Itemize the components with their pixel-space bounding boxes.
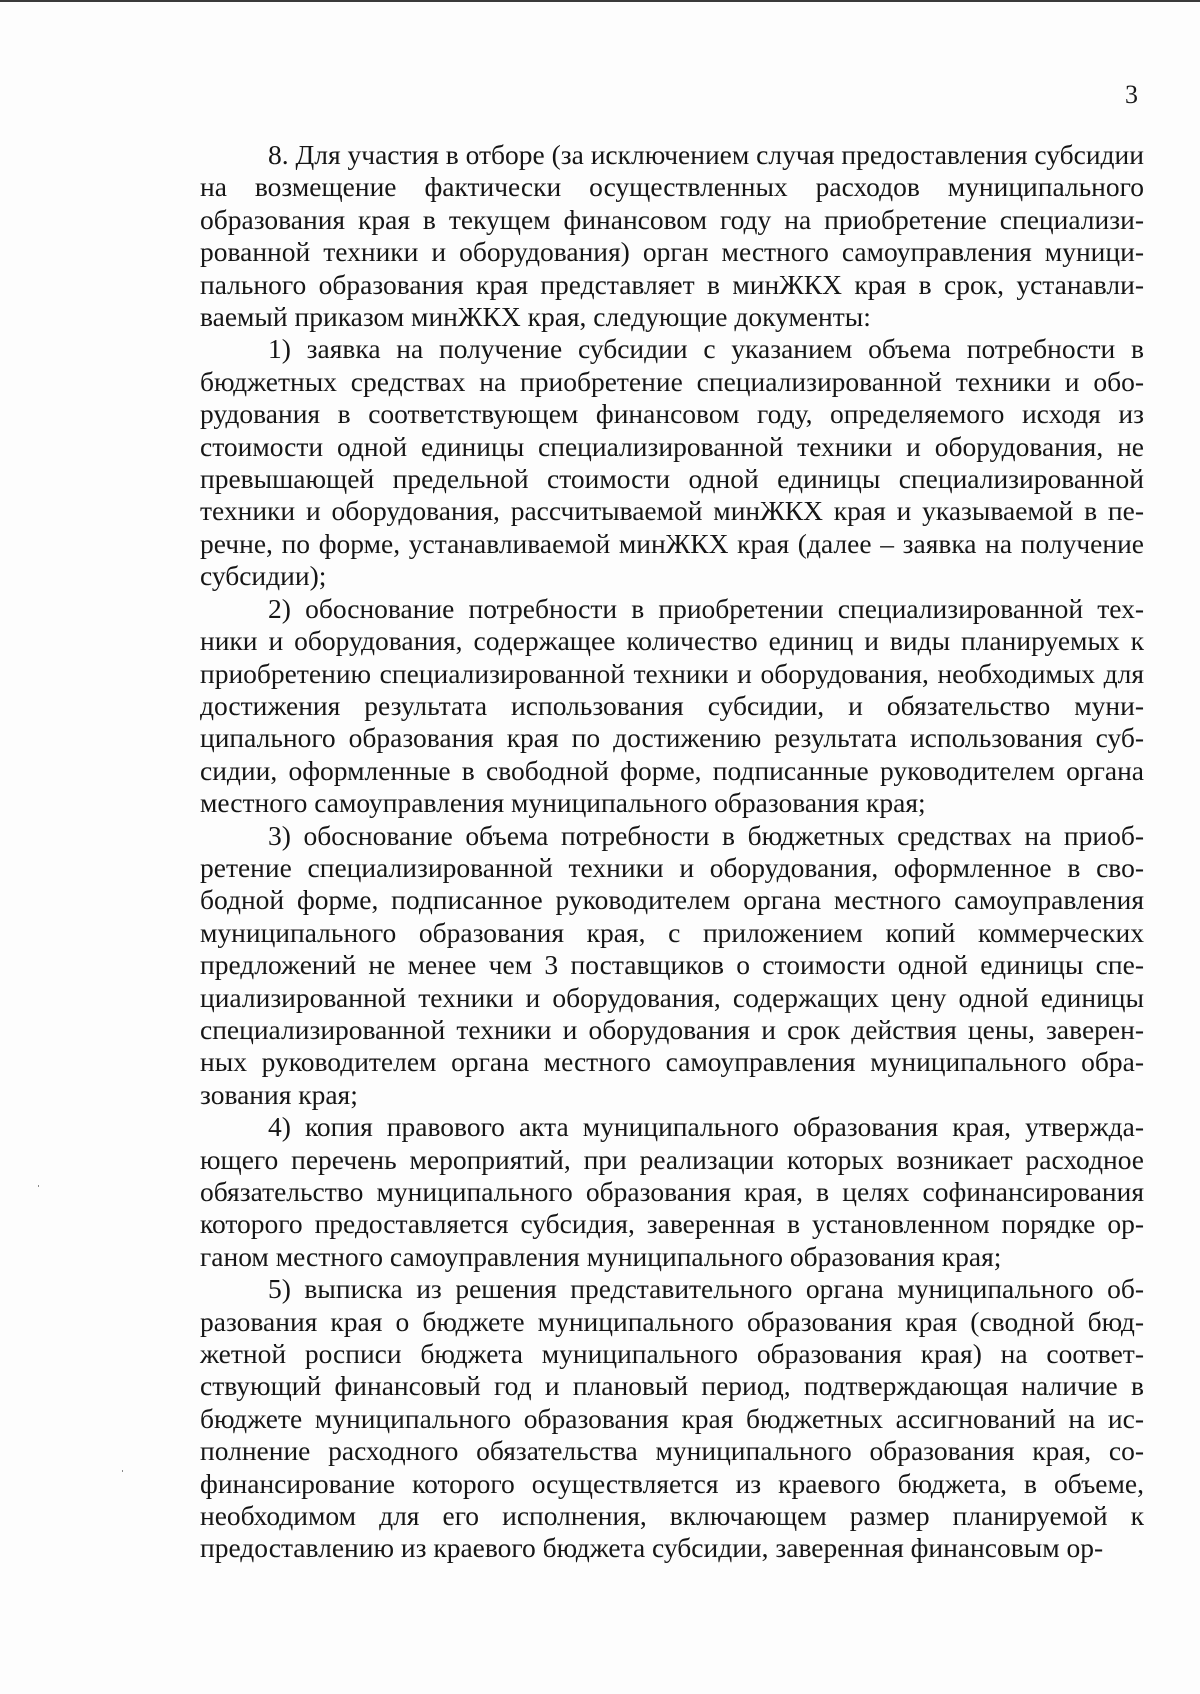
scan-top-edge <box>0 0 1200 2</box>
page-number: 3 <box>1125 80 1138 109</box>
paragraph-item-5: 5) выписка из решения представительного органа муниципального образования края о бюджете муниципального образования края (сводной бюджетной росписи бюджета муниципального образования края) на соответствующий финансовый год и плановый период, подтверждающая наличие в бюджете муниципального образования края бюджетных ассигнований на исполнение расходного обязательства муниципального образования края, софинансирование которого осуществляется из краевого бюджета, в объеме, необходимом для его исполнения, включающем размер планируемой к предоставлению из краевого бюджета субсидии, заверенная финансовым ор- <box>200 1273 1144 1564</box>
scan-speck <box>122 1470 123 1472</box>
paragraph-item-4: 4) копия правового акта муниципального образования края, утверждающего перечень мероприятий, при реализации которых возникает расходное обязательство муниципального образования края, в целях софинансирования которого предоставляется субсидия, заверенная в установленном порядке органом местного самоуправления муниципального образования края; <box>200 1111 1144 1272</box>
document-body <box>200 139 1144 1565</box>
paragraph-8: 8. Для участия в отборе (за исключением случая предоставления субсидии на возмещение фактически осуществленных расходов муниципального образования края в текущем финансовом году на приобретение специализированной техники и оборудования) орган местного самоуправления муниципального образования края представляет в минЖКХ края в срок, устанавливаемый приказом минЖКХ края, следующие документы: <box>200 139 1144 333</box>
scan-speck <box>38 1185 39 1187</box>
paragraph-item-3: 3) обоснование объема потребности в бюджетных средствах на приобретение специализированной техники и оборудования, оформленное в свободной форме, подписанное руководителем органа местного самоуправления муниципального образования края, с приложением копий коммерческих предложений не менее чем 3 поставщиков о стоимости одной единицы специализированной техники и оборудования, содержащих цену одной единицы специализированной техники и оборудования и срок действия цены, заверенных руководителем органа местного самоуправления муниципального образования края; <box>200 819 1144 1110</box>
paragraph-item-2: 2) обоснование потребности в приобретении специализированной техники и оборудования, содержащее количество единиц и виды планируемых к приобретению специализированной техники и оборудования, необходимых для достижения результата использования субсидии, и обязательство муниципального образования края по достижению результата использования субсидии, оформленные в свободной форме, подписанные руководителем органа местного самоуправления муниципального образования края; <box>200 592 1144 819</box>
paragraph-item-1: 1) заявка на получение субсидии с указанием объема потребности в бюджетных средствах на приобретение специализированной техники и оборудования в соответствующем финансовом году, определяемого исходя из стоимости одной единицы специализированной техники и оборудования, не превышающей предельной стоимости одной единицы специализированной техники и оборудования, рассчитываемой минЖКХ края и указываемой в перечне, по форме, устанавливаемой минЖКХ края (далее – заявка на получение субсидии); <box>200 333 1144 592</box>
